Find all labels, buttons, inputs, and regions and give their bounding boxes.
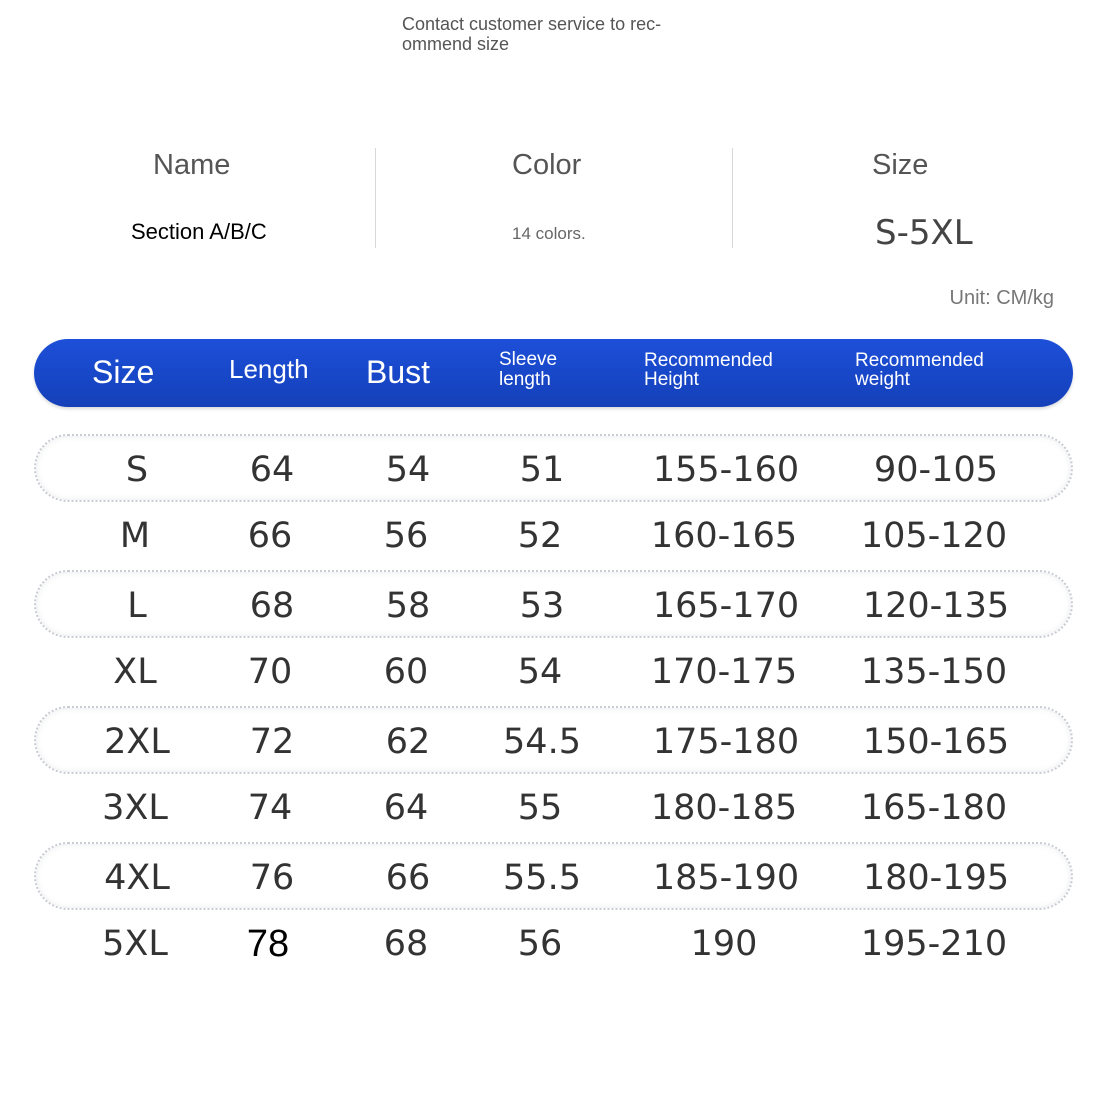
size-value: S-5XL: [875, 213, 973, 253]
header-height-line1: Recommended: [644, 350, 773, 371]
table-row: [34, 570, 1073, 638]
header-height-line2: Height: [644, 369, 699, 390]
cell-bust: 60: [383, 652, 429, 692]
table-row: [34, 910, 1073, 978]
header-sleeve-line1: Sleeve: [499, 349, 558, 370]
table-row: [34, 774, 1073, 842]
cell-bust: 66: [385, 858, 431, 898]
name-label: Name: [153, 149, 231, 181]
customer-service-notice: Contact customer service to rec-ommend size: [402, 14, 662, 54]
header-weight-line2: weight: [855, 369, 910, 390]
unit-label: Unit: CM/kg: [949, 287, 1054, 309]
info-color: [440, 140, 680, 250]
cell-size: 5XL: [102, 924, 168, 964]
cell-length: 76: [249, 858, 295, 898]
cell-height: 155-160: [652, 450, 800, 490]
cell-size: L: [127, 586, 147, 626]
cell-bust: 68: [383, 924, 429, 964]
info-name: [90, 140, 330, 250]
cell-length: 78: [246, 923, 290, 965]
cell-bust: 56: [383, 516, 429, 556]
cell-weight: 135-150: [860, 652, 1008, 692]
color-value: 14 colors.: [512, 224, 586, 243]
info-size: [800, 140, 1040, 253]
table-row: [34, 502, 1073, 570]
cell-size: XL: [113, 652, 157, 692]
header-length: Length: [229, 354, 309, 384]
cell-weight: 195-210: [860, 924, 1008, 964]
cell-bust: 64: [383, 788, 429, 828]
cell-height: 165-170: [652, 586, 800, 626]
info-divider-2: [732, 148, 733, 248]
cell-length: 70: [247, 652, 293, 692]
cell-size: 2XL: [104, 722, 170, 762]
header-bust: Bust: [366, 354, 431, 390]
cell-bust: 58: [385, 586, 431, 626]
table-row: [34, 842, 1073, 910]
cell-bust: 62: [385, 722, 431, 762]
cell-size: 4XL: [104, 858, 170, 898]
cell-height: 180-185: [650, 788, 798, 828]
cell-length: 68: [249, 586, 295, 626]
size-label: Size: [872, 149, 929, 181]
cell-length: 72: [249, 722, 295, 762]
cell-sleeve: 54: [517, 652, 563, 692]
info-divider-1: [375, 148, 376, 248]
header-recommended-weight: [855, 351, 984, 389]
cell-sleeve: 54.5: [503, 722, 581, 762]
cell-sleeve: 56: [517, 924, 563, 964]
cell-weight: 165-180: [860, 788, 1008, 828]
cell-height: 190: [690, 924, 758, 964]
cell-sleeve: 53: [519, 586, 565, 626]
header-recommended-height: [644, 351, 773, 389]
cell-sleeve: 52: [517, 516, 563, 556]
cell-sleeve: 55.5: [503, 858, 581, 898]
cell-sleeve: 55: [517, 788, 563, 828]
cell-length: 66: [247, 516, 293, 556]
cell-weight: 150-165: [862, 722, 1010, 762]
header-size: Size: [92, 354, 155, 390]
header-sleeve-line2: length: [499, 369, 551, 390]
cell-length: 74: [247, 788, 293, 828]
table-row: [34, 434, 1073, 502]
cell-height: 170-175: [650, 652, 798, 692]
cell-height: 160-165: [650, 516, 798, 556]
table-row: [34, 706, 1073, 774]
table-row: [34, 638, 1073, 706]
cell-weight: 105-120: [860, 516, 1008, 556]
header-sleeve-length: [499, 350, 557, 390]
header-weight-line1: Recommended: [855, 350, 984, 371]
size-table-header: [34, 339, 1073, 407]
cell-weight: 120-135: [862, 586, 1010, 626]
cell-size: S: [125, 450, 149, 490]
name-value: Section A/B/C: [131, 219, 267, 244]
cell-height: 185-190: [652, 858, 800, 898]
cell-size: M: [119, 516, 151, 556]
cell-length: 64: [249, 450, 295, 490]
cell-bust: 54: [385, 450, 431, 490]
cell-size: 3XL: [102, 788, 168, 828]
cell-sleeve: 51: [519, 450, 565, 490]
cell-weight: 180-195: [862, 858, 1010, 898]
cell-height: 175-180: [652, 722, 800, 762]
cell-weight: 90-105: [874, 450, 998, 490]
color-label: Color: [512, 149, 582, 181]
